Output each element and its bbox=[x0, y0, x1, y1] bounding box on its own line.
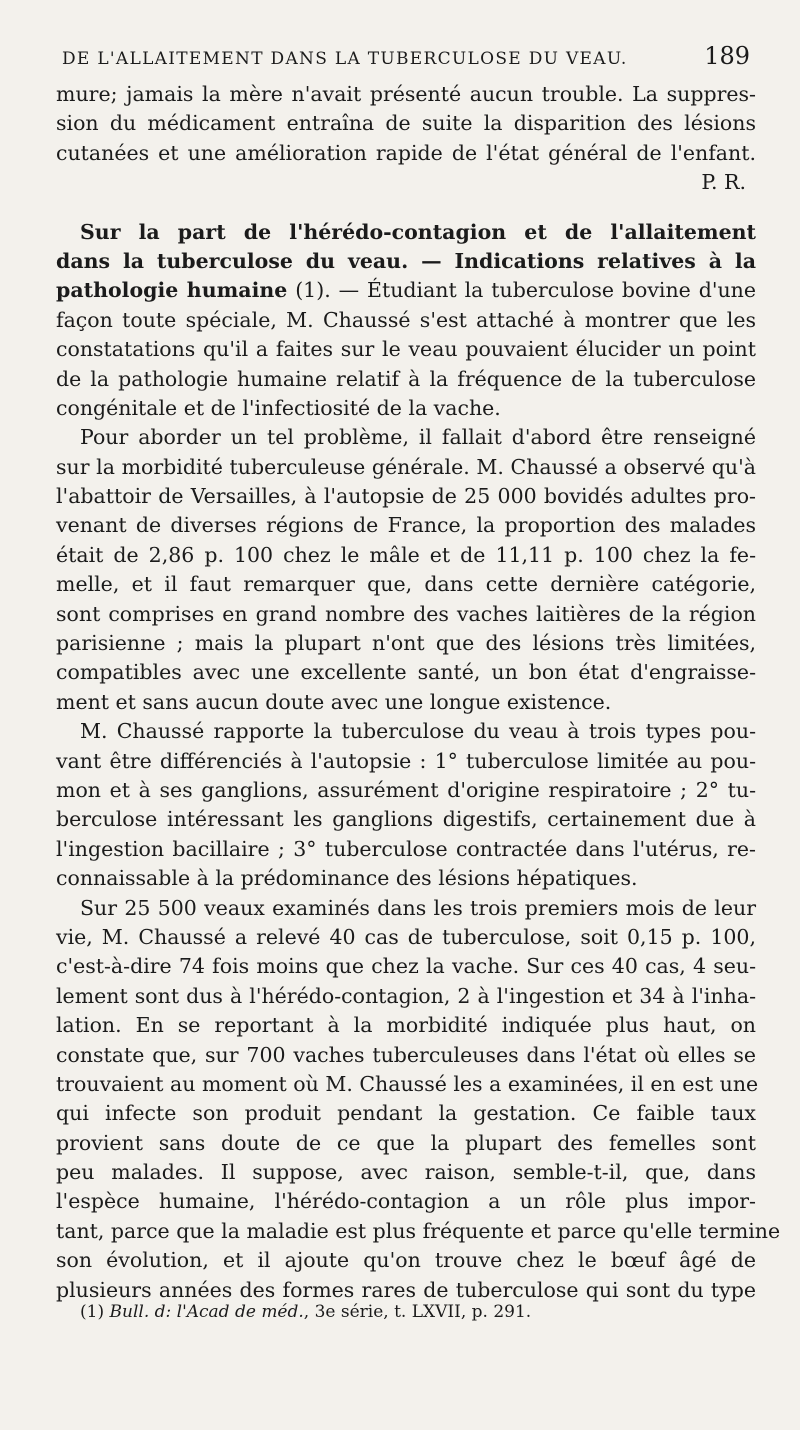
text-line: venant de diverses régions de France, la proportion des malades bbox=[56, 513, 756, 538]
text-line: l'espèce humaine, l'hérédo-contagion a un rôle plus impor- bbox=[56, 1189, 756, 1214]
text-line: melle, et il faut remarquer que, dans cette dernière catégorie, bbox=[56, 572, 756, 597]
text-line: vant être différenciés à l'autopsie : 1° tuberculose limitée au pou- bbox=[56, 748, 756, 773]
signature-initials: P. R. bbox=[701, 170, 746, 195]
text-line: Pour aborder un tel problème, il fallait d'abord être renseigné bbox=[80, 425, 756, 450]
footnote bbox=[80, 1302, 531, 1322]
text-line: mure; jamais la mère n'avait présenté aucun trouble. La suppres- bbox=[56, 82, 756, 106]
article bbox=[56, 218, 781, 1305]
text-line: mon et à ses ganglions, assurément d'origine respiratoire ; 2° tu- bbox=[56, 777, 756, 802]
text-line: berculose intéressant les ganglions digestifs, certainement due à bbox=[56, 807, 756, 832]
footnote-ref-and-intro: (1). — Étudiant la tuberculose bovine d'une bbox=[287, 278, 756, 303]
text-line: cutanées et une amélioration rapide de l'état général de l'enfant. bbox=[56, 140, 756, 165]
text-line: parisienne ; mais la plupart n'ont que des lésions très limitées, bbox=[56, 631, 756, 656]
text-line: provient sans doute de ce que la plupart des femelles sont bbox=[56, 1130, 756, 1155]
text-line: tant, parce que la maladie est plus fréquente et parce qu'elle termine bbox=[56, 1218, 781, 1243]
running-head bbox=[62, 42, 750, 70]
article-title-end: pathologie humaine bbox=[56, 278, 288, 303]
text-line: était de 2,86 p. 100 chez le mâle et de 11,11 p. 100 chez la fe- bbox=[56, 542, 756, 567]
text-line: congénitale et de l'infectiosité de la vache. bbox=[56, 395, 501, 420]
text-line: façon toute spéciale, M. Chaussé s'est attaché à montrer que les bbox=[56, 307, 756, 332]
footnote-marker: (1) bbox=[80, 1302, 105, 1322]
article-title-line: Sur la part de l'hérédo-contagion et de l'allaitement bbox=[80, 219, 756, 244]
text-line: M. Chaussé rapporte la tuberculose du veau à trois types pou- bbox=[80, 719, 756, 744]
text-line: c'est-à-dire 74 fois moins que chez la vache. Sur ces 40 cas, 4 seu- bbox=[56, 954, 756, 979]
text-line: compatibles avec une excellente santé, un bon état d'engraisse- bbox=[56, 660, 756, 685]
text-line: de la pathologie humaine relatif à la fréquence de la tuberculose bbox=[56, 366, 756, 391]
article-title-line: dans la tuberculose du veau. — Indications relatives à la bbox=[56, 248, 756, 273]
article-title-line bbox=[56, 276, 756, 305]
text-line: l'abattoir de Versailles, à l'autopsie de 25 000 bovidés adultes pro- bbox=[56, 484, 756, 509]
page-number: 189 bbox=[704, 42, 750, 70]
text-line: ment et sans aucun doute avec une longue existence. bbox=[56, 689, 612, 714]
text-line: son évolution, et il ajoute qu'on trouve chez le bœuf âgé de bbox=[56, 1248, 756, 1273]
text-line: constate que, sur 700 vaches tuberculeuses dans l'état où elles se bbox=[56, 1042, 756, 1067]
text-line: l'ingestion bacillaire ; 3° tuberculose contractée dans l'utérus, re- bbox=[56, 836, 756, 861]
text-line: plusieurs années des formes rares de tuberculose qui sont du type bbox=[56, 1277, 756, 1302]
text-line: sion du médicament entraîna de suite la disparition des lésions bbox=[56, 111, 756, 136]
text-line: vie, M. Chaussé a relevé 40 cas de tuberculose, soit 0,15 p. 100, bbox=[56, 924, 756, 949]
text-line: trouvaient au moment où M. Chaussé les a examinées, il en est une bbox=[56, 1071, 759, 1096]
text-line: sont comprises en grand nombre des vaches laitières de la région bbox=[56, 601, 756, 626]
paragraph-continued bbox=[56, 80, 756, 168]
text-line: lement sont dus à l'hérédo-contagion, 2 à l'ingestion et 34 à l'inha- bbox=[56, 983, 756, 1008]
page-body bbox=[56, 80, 781, 1305]
text-line: sur la morbidité tuberculeuse générale. M. Chaussé a observé qu'à bbox=[56, 454, 756, 479]
text-line: constatations qu'il a faites sur le veau pouvaient élucider un point bbox=[56, 337, 756, 362]
running-head-title: DE L'ALLAITEMENT DANS LA TUBERCULOSE DU VEAU. bbox=[62, 49, 628, 69]
text-line: peu malades. Il suppose, avec raison, semble-t-il, que, dans bbox=[56, 1160, 756, 1185]
text-line: lation. En se reportant à la morbidité indiquée plus haut, on bbox=[56, 1013, 756, 1038]
footnote-reference: , 3e série, t. LXVII, p. 291. bbox=[303, 1302, 532, 1322]
text-line: Sur 25 500 veaux examinés dans les trois premiers mois de leur bbox=[80, 895, 756, 920]
footnote-source: Bull. d: l'Acad de méd. bbox=[109, 1302, 304, 1322]
text-line: qui infecte son produit pendant la gestation. Ce faible taux bbox=[56, 1101, 756, 1126]
text-line: connaissable à la prédominance des lésions hépatiques. bbox=[56, 866, 638, 891]
